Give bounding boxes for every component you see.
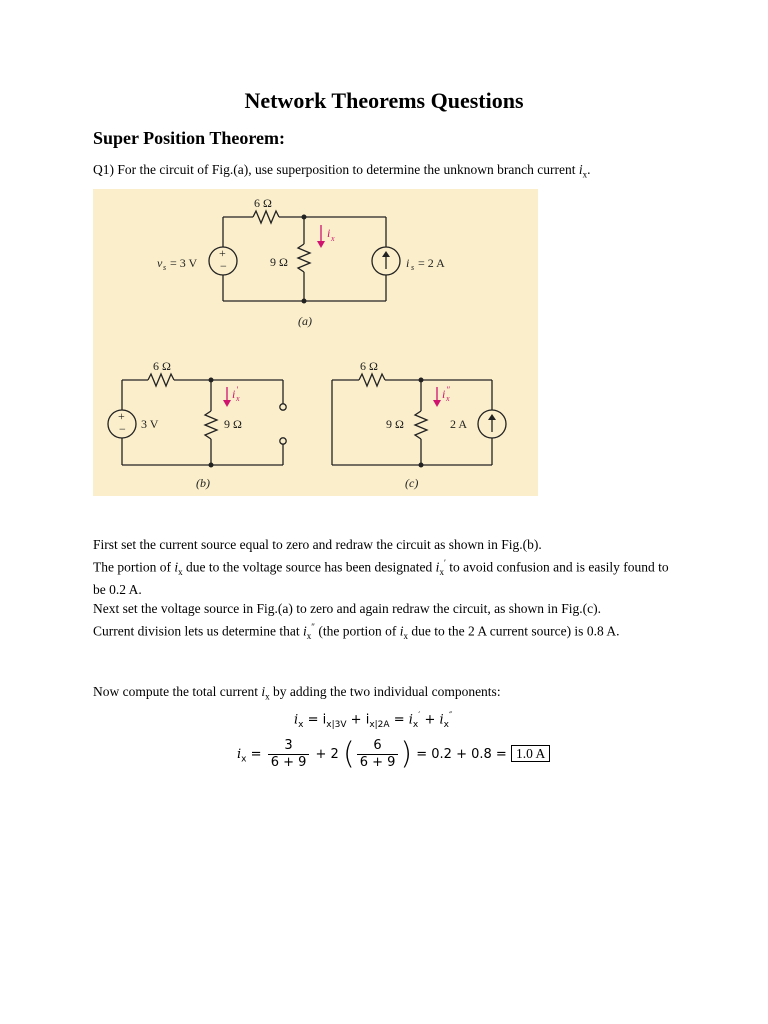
svg-text:−: − — [220, 259, 227, 273]
fig-c-source-label: 2 A — [450, 417, 468, 431]
svg-text:= 2 A: = 2 A — [418, 256, 445, 270]
page-title: Network Theorems Questions — [244, 88, 524, 113]
fig-b-r2-label: 9 Ω — [224, 417, 242, 431]
fraction-1: $\frac{3}{6 + 9}$ — [268, 738, 310, 771]
fig-b-ix-label: i — [232, 387, 236, 401]
fig-a-vs-label: v — [157, 256, 163, 270]
svg-text:+: + — [219, 246, 226, 260]
circuit-b — [108, 374, 286, 465]
equation-2: $i_x$ = $\frac{3}{6 + 9}$ + 2 ( $\frac{6}{6 + 9}$ ) = 0.2 + 0.8 = 1.0 A — [237, 738, 550, 771]
fig-a-r1-label: 6 Ω — [254, 196, 272, 210]
fig-a-is-label: i — [406, 256, 410, 270]
equation-1: $i_x = i_{x|3V} + i_{x|2A} = i_x' + i_x''$ — [294, 711, 453, 730]
svg-text:′: ′ — [236, 385, 238, 395]
answer-box: 1.0 A — [511, 745, 550, 762]
fig-c-ix-label: i — [442, 387, 446, 401]
fig-b-r1-label: 6 Ω — [153, 359, 171, 373]
fig-a-ix-label: i — [327, 226, 331, 240]
paragraph-1: First set the current source equal to zero and redraw the circuit as shown in Fig.(b). The portion of $i_x$ due to the voltage source has been designated $i_x'$ to avoid confusion and is easily found to be 0.2 A. — [93, 537, 669, 598]
circuit-figure — [93, 189, 538, 496]
svg-text:x: x — [331, 234, 335, 243]
paragraph-2: Next set the voltage source in Fig.(a) to zero and again redraw the circuit, as shown in Fig.(c). Current division lets us determine that $i_x''$ (the portion of $i_x$ due to the 2 A current source) is 0.8 A. — [93, 601, 620, 642]
svg-text:−: − — [119, 422, 126, 436]
svg-text:x: x — [446, 394, 450, 403]
fig-c-r1-label: 6 Ω — [360, 359, 378, 373]
fig-c-caption: (c) — [405, 476, 419, 490]
fig-b-source-label: 3 V — [141, 417, 159, 431]
svg-text:= 3 V: = 3 V — [170, 256, 198, 270]
fig-a-caption: (a) — [298, 314, 312, 328]
svg-text:+: + — [118, 409, 125, 423]
question-text: Q1) For the circuit of Fig.(a), use superposition to determine the unknown branch current $i_x$. — [93, 162, 591, 180]
svg-text:s: s — [163, 263, 167, 272]
circuit-a — [209, 211, 400, 301]
svg-text:x: x — [236, 394, 240, 403]
paragraph-3: Now compute the total current $i_x$ by adding the two individual components: — [93, 684, 501, 702]
fig-a-r2-label: 9 Ω — [270, 255, 288, 269]
fraction-2: $\frac{6}{6 + 9}$ — [357, 738, 399, 771]
section-heading: Super Position Theorem: — [93, 128, 286, 148]
fig-c-r2-label: 9 Ω — [386, 417, 404, 431]
circuit-c — [332, 374, 506, 465]
svg-text:s: s — [411, 263, 415, 272]
svg-text:″: ″ — [446, 385, 450, 395]
fig-b-caption: (b) — [196, 476, 210, 490]
